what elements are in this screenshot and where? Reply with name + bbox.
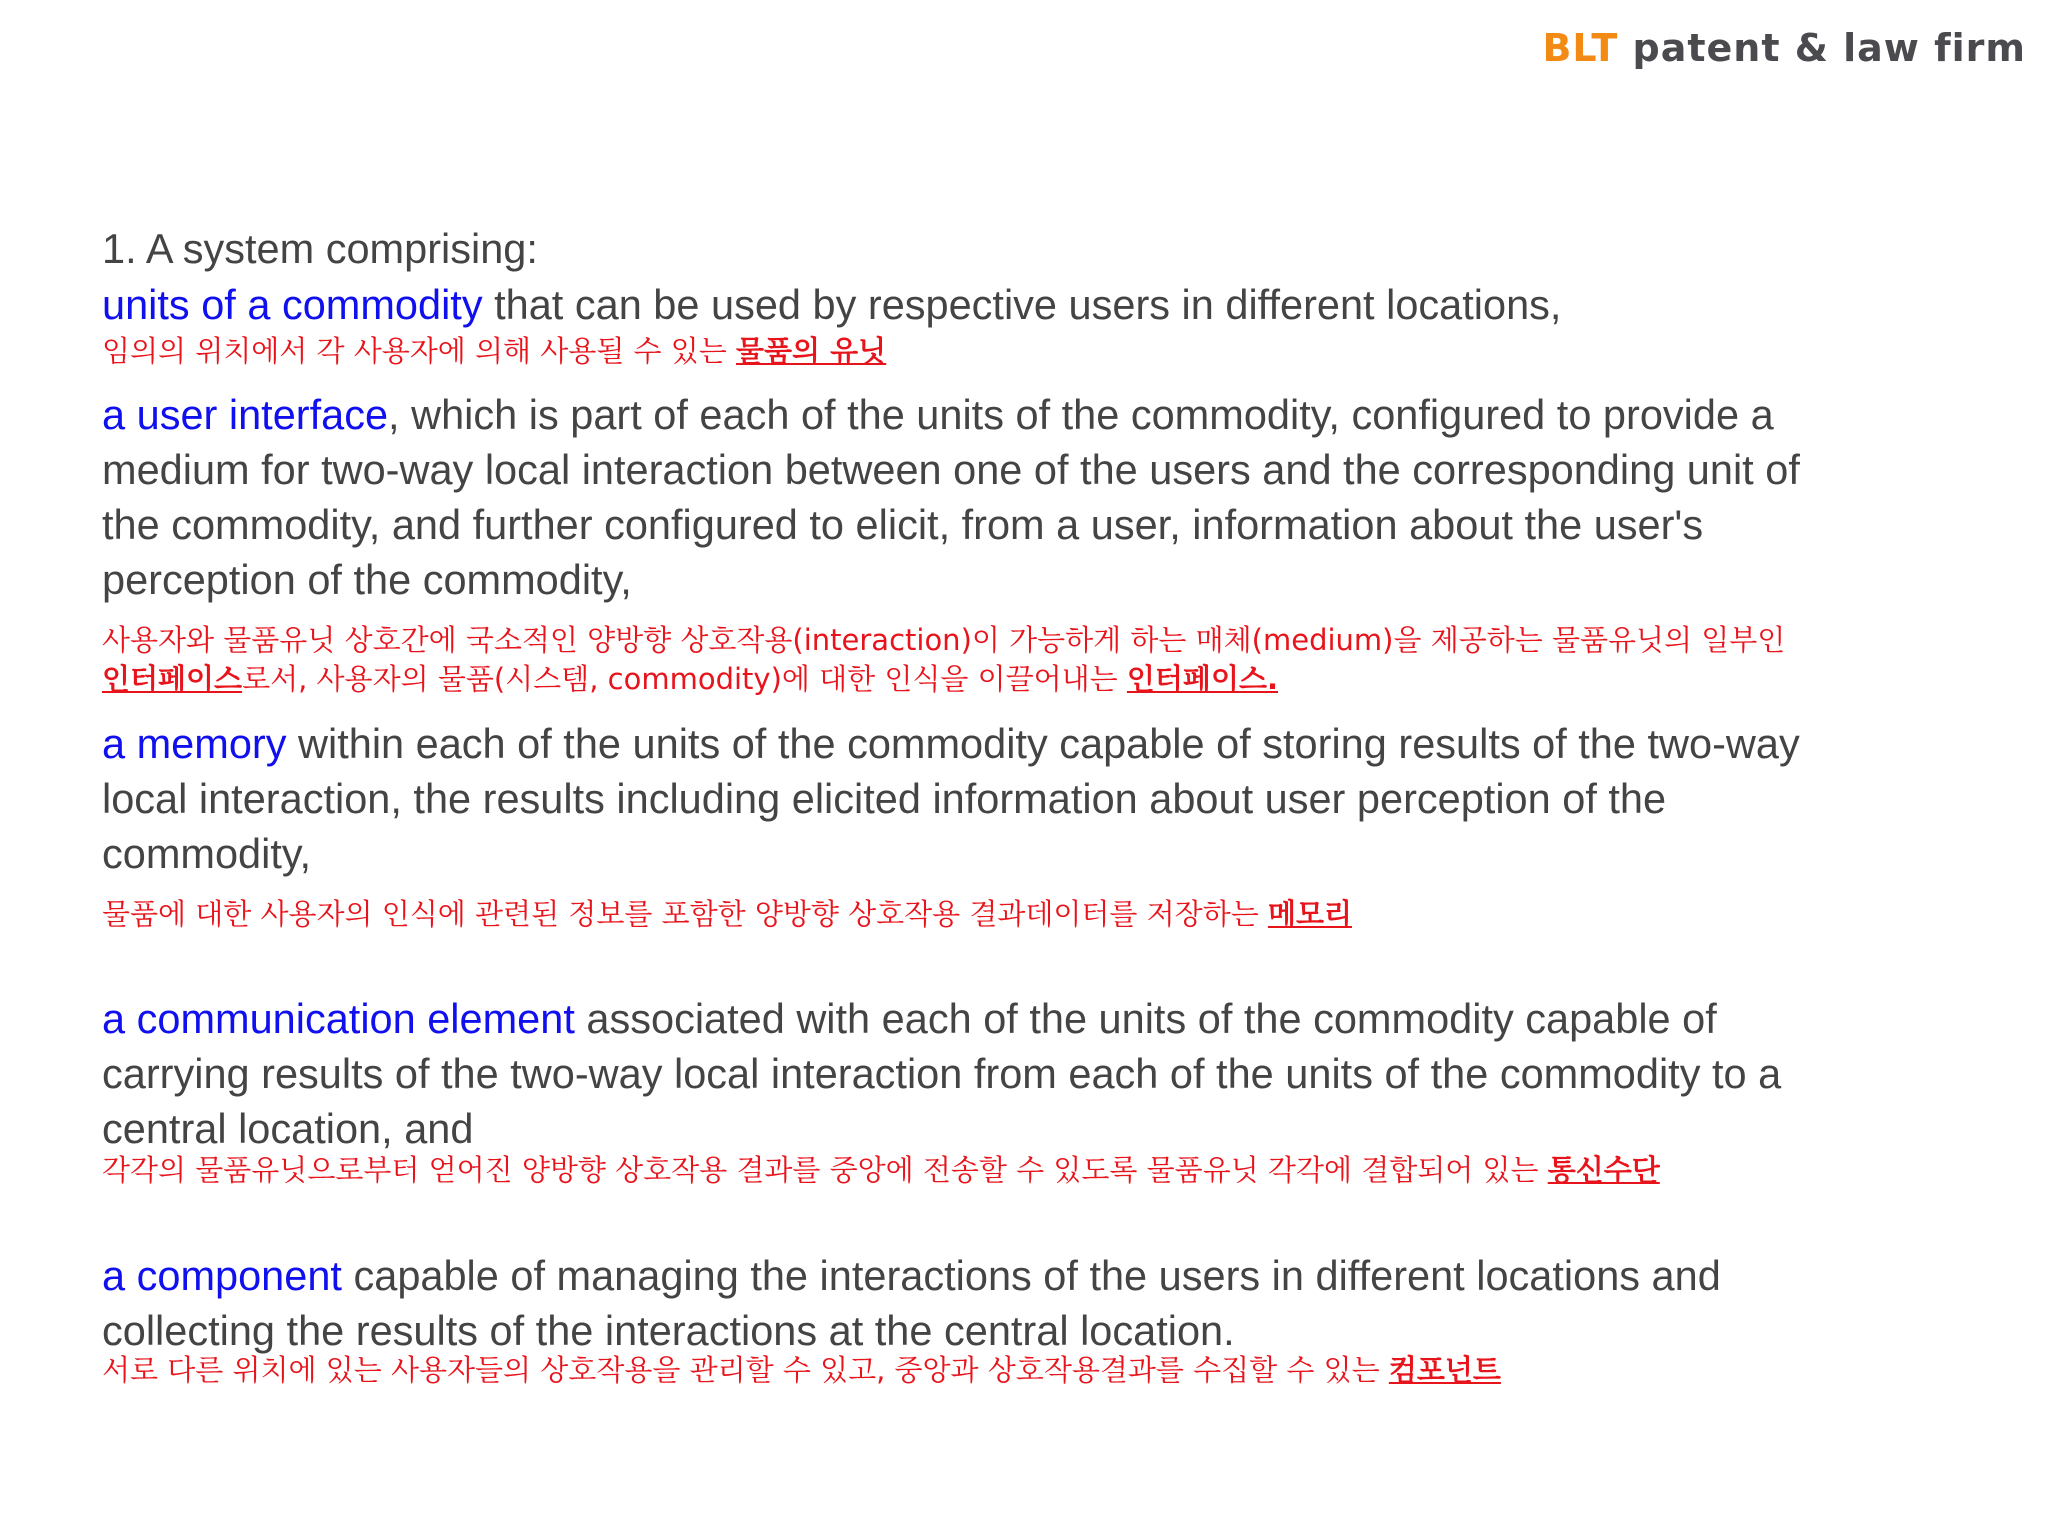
text-line [102,387,1800,442]
text-line [102,1303,1721,1358]
claim-element-term: a communication element [102,995,575,1042]
korean-text: 사용자와 물품유닛 상호간에 국소적인 양방향 상호작용(interaction)이 가능하게 하는 매체(medium)을 제공하는 물품유닛의 일부인 [102,623,1786,657]
text-segment: capable of managing the interactions of the users in different locations and [341,1252,1721,1299]
korean-term: 물품의 유닛 [736,334,887,368]
claim-element-english [102,716,1800,881]
text-segment: carrying results of the two-way local interaction from each of the units of the commodity to a [102,1050,1782,1097]
claim-title: 1. A system comprising: [102,225,538,272]
text-segment: medium for two-way local interaction between one of the users and the corresponding unit of [102,446,1800,493]
claim-element-english [102,991,1781,1156]
text-line [102,771,1800,826]
claim-element-term: a component [102,1252,342,1299]
claim-element-korean [102,895,1352,934]
text-segment: that can be used by respective users in different locations, [482,281,1562,328]
claim-element-korean [102,621,1785,699]
korean-text: 물품에 대한 사용자의 인식에 관련된 정보를 포함한 양방향 상호작용 결과데이터를 저장하는 [102,897,1268,931]
text-line [102,826,1800,881]
claim-element-term: units of a commodity [102,281,483,328]
claim-element-term: a user interface [102,391,389,438]
korean-text: 로서, 사용자의 물품(시스템, commodity)에 대한 인식을 이끌어내는 [242,662,1127,696]
korean-text: 각각의 물품유닛으로부터 얻어진 양방향 상호작용 결과를 중앙에 전송할 수 있도록 물품유닛 각각에 결합되어 있는 [102,1153,1548,1187]
claim-element-english [102,387,1800,607]
korean-text: 임의의 위치에서 각 사용자에 의해 사용될 수 있는 [102,334,737,368]
claim-element-korean [102,1151,1660,1190]
text-segment: the commodity, and further configured to elicit, from a user, information about the user's [102,501,1704,548]
korean-term: 메모리 [1267,897,1352,931]
text-segment: associated with each of the units of the commodity capable of [574,995,1717,1042]
text-segment: , which is part of each of the units of the commodity, configured to provide a [388,391,1774,438]
text-segment: within each of the units of the commodity capable of storing results of the two-way [286,720,1800,767]
text-segment: perception of the commodity, [102,556,632,603]
text-line [102,1101,1781,1156]
text-line [102,991,1781,1046]
text-segment: central location, and [102,1105,474,1152]
korean-line [102,660,1785,699]
text-line [102,552,1800,607]
claim-element-english [102,277,1561,332]
company-logo: BLT patent & law firm [1542,26,2026,70]
text-segment: collecting the results of the interactions at the central location. [102,1307,1235,1354]
text-line [102,716,1800,771]
text-segment: commodity, [102,830,312,877]
text-line [102,1248,1721,1303]
claim-element-term: a memory [102,720,287,767]
korean-line [102,621,1785,660]
text-line [102,1046,1781,1101]
text-line [102,497,1800,552]
korean-line [102,895,1352,934]
claim-element-korean [102,1351,1501,1390]
korean-term: 인터페이스 [102,662,243,696]
korean-line [102,1151,1660,1190]
text-line [102,442,1800,497]
korean-line [102,332,886,371]
korean-line [102,1351,1501,1390]
text-line [102,277,1561,332]
korean-text: 서로 다른 위치에 있는 사용자들의 상호작용을 관리할 수 있고, 중앙과 상호작용결과를 수집할 수 있는 [102,1353,1389,1387]
korean-term: 컴포넌트 [1388,1353,1501,1387]
claim-element-english [102,1248,1721,1358]
korean-term: 통신수단 [1547,1153,1660,1187]
korean-term: 인터페이스. [1126,662,1278,696]
text-segment: local interaction, the results including elicited information about user perception of the [102,775,1667,822]
claim-element-korean [102,332,886,371]
